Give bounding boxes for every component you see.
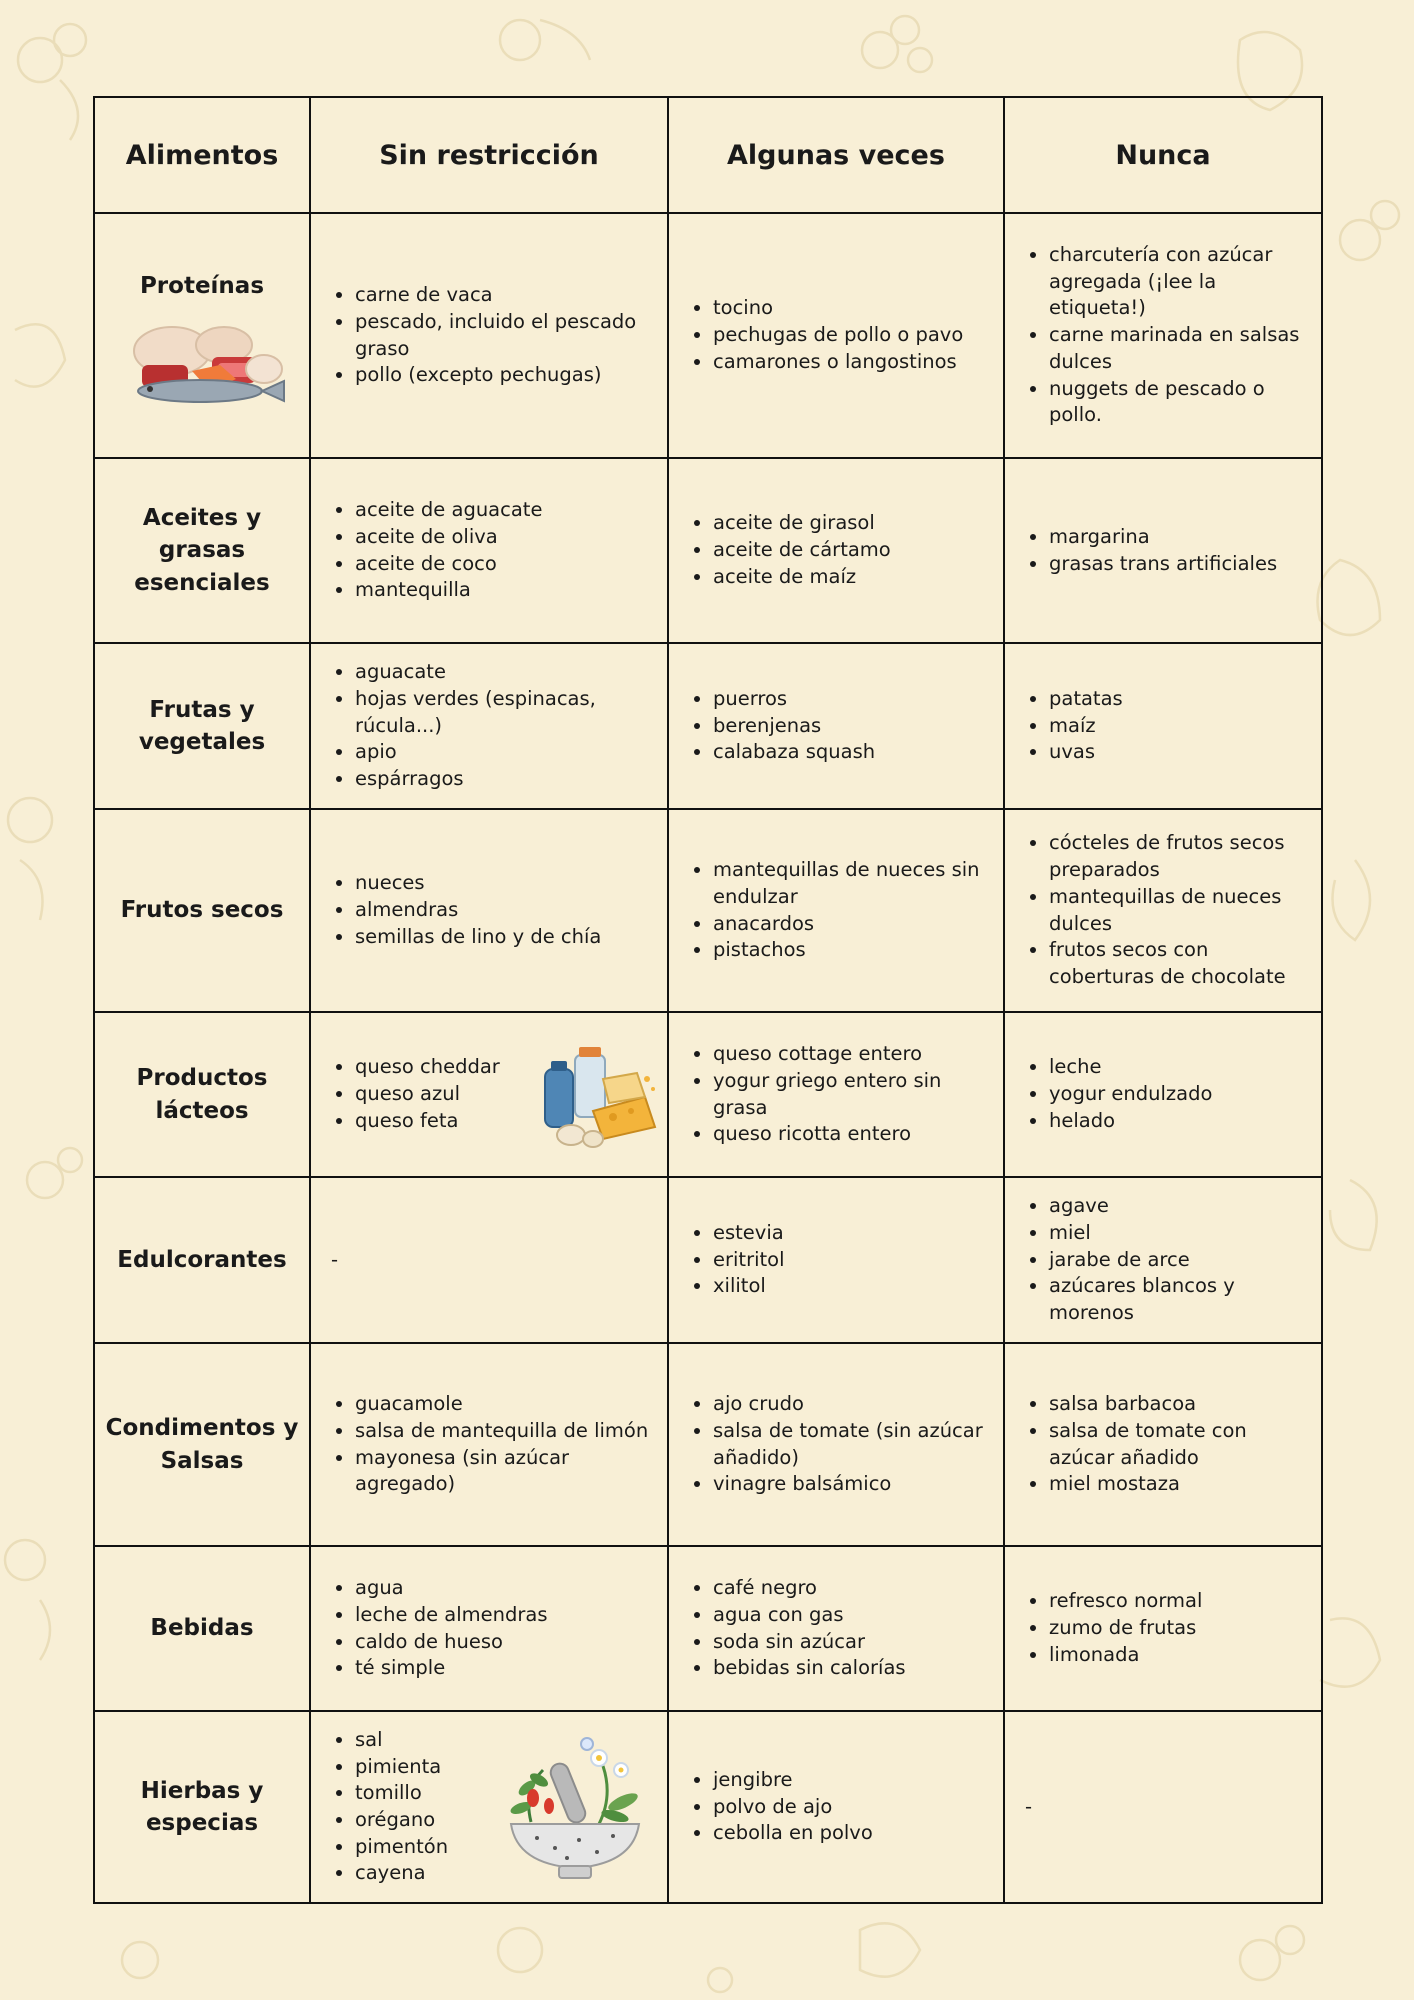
- nunca-cell: [1004, 458, 1322, 643]
- list-item: • salsa de tomate (sin azúcar añadido): [713, 1418, 989, 1471]
- algunas-veces-cell: [668, 1546, 1004, 1711]
- list-item: • vinagre balsámico: [713, 1471, 989, 1498]
- list-item: • anacardos: [713, 911, 989, 938]
- table-row: [94, 1177, 1322, 1343]
- category-label: Proteínas: [139, 273, 265, 300]
- category-cell: [94, 1546, 310, 1711]
- list-item: • cebolla en polvo: [713, 1820, 989, 1847]
- table-row: [94, 213, 1322, 458]
- nunca-cell: [1004, 809, 1322, 1012]
- item-list: [323, 1575, 653, 1682]
- item-list: [681, 1391, 989, 1498]
- item-list: [323, 1391, 653, 1498]
- list-item: • ajo crudo: [713, 1391, 989, 1418]
- table-row: [94, 1546, 1322, 1711]
- list-item: • bebidas sin calorías: [713, 1655, 989, 1682]
- item-list: [1017, 1193, 1307, 1327]
- nunca-cell: [1004, 1711, 1322, 1903]
- item-list: [323, 282, 653, 389]
- list-item: • aceite de girasol: [713, 510, 989, 537]
- list-item: • semillas de lino y de chía: [355, 924, 653, 951]
- list-item: • agua con gas: [713, 1602, 989, 1629]
- meat-fish-illustration: [112, 311, 292, 411]
- item-list: [323, 870, 653, 950]
- header-nunca: Nunca: [1004, 97, 1322, 213]
- list-item: • aceite de cártamo: [713, 537, 989, 564]
- list-item: • tomillo: [355, 1780, 653, 1807]
- list-item: • limonada: [1049, 1642, 1307, 1669]
- item-list: [1017, 830, 1307, 990]
- category-cell: [94, 1177, 310, 1343]
- list-item: • salsa barbacoa: [1049, 1391, 1307, 1418]
- category-label: Hierbas y especias: [140, 1777, 264, 1836]
- herbs-mortar-illustration: [493, 1736, 653, 1884]
- nunca-cell: [1004, 213, 1322, 458]
- item-list: [681, 1220, 989, 1300]
- table-row: [94, 643, 1322, 809]
- empty-dash: -: [331, 1247, 339, 1271]
- header-algunas-veces: Algunas veces: [668, 97, 1004, 213]
- list-item: • pimentón: [355, 1834, 653, 1861]
- item-list: [681, 510, 989, 590]
- item-list: [1017, 1588, 1307, 1668]
- list-item: • uvas: [1049, 739, 1307, 766]
- category-label: Bebidas: [150, 1615, 254, 1642]
- table-row: [94, 458, 1322, 643]
- list-item: • berenjenas: [713, 713, 989, 740]
- item-list: [1017, 524, 1307, 577]
- list-item: • hojas verdes (espinacas, rúcula...): [355, 686, 653, 739]
- table-row: [94, 809, 1322, 1012]
- category-label: Edulcorantes: [117, 1246, 287, 1273]
- category-label: Frutas y vegetales: [138, 696, 266, 755]
- nunca-cell: [1004, 1177, 1322, 1343]
- list-item: • pescado, incluido el pescado graso: [355, 309, 653, 362]
- algunas-veces-cell: [668, 643, 1004, 809]
- category-cell: [94, 1711, 310, 1903]
- sin-restriccion-cell: [310, 1546, 668, 1711]
- list-item: • azúcares blancos y morenos: [1049, 1273, 1307, 1326]
- item-list: [681, 857, 989, 964]
- list-item: • margarina: [1049, 524, 1307, 551]
- list-item: • guacamole: [355, 1391, 653, 1418]
- list-item: • refresco normal: [1049, 1588, 1307, 1615]
- sin-restriccion-cell: [310, 1177, 668, 1343]
- list-item: • tocino: [713, 295, 989, 322]
- category-label: Condimentos y Salsas: [105, 1415, 299, 1474]
- list-item: • zumo de frutas: [1049, 1615, 1307, 1642]
- list-item: • frutos secos con coberturas de chocolate: [1049, 937, 1307, 990]
- list-item: • pimienta: [355, 1754, 653, 1781]
- list-item: • agua: [355, 1575, 653, 1602]
- list-item: • carne marinada en salsas dulces: [1049, 322, 1307, 375]
- list-item: • aguacate: [355, 659, 653, 686]
- list-item: • queso ricotta entero: [713, 1121, 989, 1148]
- sin-restriccion-cell: [310, 1711, 668, 1903]
- list-item: • eritritol: [713, 1247, 989, 1274]
- empty-dash: -: [1025, 1794, 1033, 1818]
- list-item: • leche de almendras: [355, 1602, 653, 1629]
- algunas-veces-cell: [668, 809, 1004, 1012]
- category-label: Aceites y grasas esenciales: [134, 505, 270, 596]
- list-item: • pechugas de pollo o pavo: [713, 322, 989, 349]
- list-item: • nueces: [355, 870, 653, 897]
- list-item: • espárragos: [355, 766, 653, 793]
- list-item: • almendras: [355, 897, 653, 924]
- sin-restriccion-cell: [310, 213, 668, 458]
- list-item: • maíz: [1049, 713, 1307, 740]
- item-list: [1017, 1054, 1307, 1134]
- item-list: [1017, 242, 1307, 429]
- list-item: • apio: [355, 739, 653, 766]
- algunas-veces-cell: [668, 213, 1004, 458]
- item-list: [681, 686, 989, 766]
- sin-restriccion-cell: [310, 643, 668, 809]
- list-item: • yogur endulzado: [1049, 1081, 1307, 1108]
- list-item: • queso feta: [355, 1108, 653, 1135]
- table-row: [94, 1711, 1322, 1903]
- sin-restriccion-cell: [310, 809, 668, 1012]
- list-item: • sal: [355, 1727, 653, 1754]
- list-item: • café negro: [713, 1575, 989, 1602]
- category-cell: [94, 1012, 310, 1177]
- algunas-veces-cell: [668, 1012, 1004, 1177]
- list-item: • leche: [1049, 1054, 1307, 1081]
- list-item: • polvo de ajo: [713, 1794, 989, 1821]
- category-cell: [94, 643, 310, 809]
- list-item: • queso cottage entero: [713, 1041, 989, 1068]
- nunca-cell: [1004, 1012, 1322, 1177]
- list-item: • jarabe de arce: [1049, 1247, 1307, 1274]
- category-cell: [94, 809, 310, 1012]
- list-item: • pollo (excepto pechugas): [355, 362, 653, 389]
- food-table-wrapper: [93, 96, 1323, 1904]
- item-list: [1017, 686, 1307, 766]
- list-item: • grasas trans artificiales: [1049, 551, 1307, 578]
- list-item: • cayena: [355, 1860, 653, 1887]
- list-item: • soda sin azúcar: [713, 1629, 989, 1656]
- algunas-veces-cell: [668, 458, 1004, 643]
- list-item: • cócteles de frutos secos preparados: [1049, 830, 1307, 883]
- list-item: • aceite de oliva: [355, 524, 653, 551]
- nunca-cell: [1004, 643, 1322, 809]
- list-item: • mantequillas de nueces sin endulzar: [713, 857, 989, 910]
- category-cell: [94, 213, 310, 458]
- item-list: [681, 1767, 989, 1847]
- list-item: • mayonesa (sin azúcar agregado): [355, 1445, 653, 1498]
- nunca-cell: [1004, 1343, 1322, 1546]
- list-item: • puerros: [713, 686, 989, 713]
- list-item: • carne de vaca: [355, 282, 653, 309]
- header-row: [94, 97, 1322, 213]
- list-item: • aceite de maíz: [713, 564, 989, 591]
- food-guide-table: [93, 96, 1323, 1904]
- list-item: • agave: [1049, 1193, 1307, 1220]
- category-cell: [94, 1343, 310, 1546]
- list-item: • jengibre: [713, 1767, 989, 1794]
- category-label: Frutos secos: [120, 897, 284, 924]
- list-item: • té simple: [355, 1655, 653, 1682]
- list-item: • salsa de tomate con azúcar añadido: [1049, 1418, 1307, 1471]
- category-cell: [94, 458, 310, 643]
- list-item: • aceite de aguacate: [355, 497, 653, 524]
- list-item: • nuggets de pescado o pollo.: [1049, 376, 1307, 429]
- list-item: • patatas: [1049, 686, 1307, 713]
- table-row: [94, 1343, 1322, 1546]
- item-list: [681, 1041, 989, 1148]
- category-label: Productos lácteos: [136, 1065, 268, 1124]
- header-alimentos: Alimentos: [94, 97, 310, 213]
- list-item: • miel: [1049, 1220, 1307, 1247]
- list-item: • estevia: [713, 1220, 989, 1247]
- item-list: [681, 295, 989, 375]
- item-list: [323, 659, 653, 793]
- list-item: • aceite de coco: [355, 551, 653, 578]
- sin-restriccion-cell: [310, 1012, 668, 1177]
- list-item: • mantequilla: [355, 577, 653, 604]
- list-item: • calabaza squash: [713, 739, 989, 766]
- list-item: • queso cheddar: [355, 1054, 653, 1081]
- list-item: • mantequillas de nueces dulces: [1049, 884, 1307, 937]
- list-item: • camarones o langostinos: [713, 349, 989, 376]
- item-list: [1017, 1391, 1307, 1498]
- list-item: • xilitol: [713, 1273, 989, 1300]
- algunas-veces-cell: [668, 1343, 1004, 1546]
- list-item: • charcutería con azúcar agregada (¡lee la etiqueta!): [1049, 242, 1307, 322]
- dairy-illustration: [531, 1039, 663, 1151]
- list-item: • orégano: [355, 1807, 653, 1834]
- list-item: • queso azul: [355, 1081, 653, 1108]
- header-sin-restriccion: Sin restricción: [310, 97, 668, 213]
- list-item: • pistachos: [713, 937, 989, 964]
- item-list: [323, 497, 653, 604]
- item-list: [681, 1575, 989, 1682]
- table-row: [94, 1012, 1322, 1177]
- list-item: • caldo de hueso: [355, 1629, 653, 1656]
- algunas-veces-cell: [668, 1177, 1004, 1343]
- list-item: • miel mostaza: [1049, 1471, 1307, 1498]
- list-item: • salsa de mantequilla de limón: [355, 1418, 653, 1445]
- nunca-cell: [1004, 1546, 1322, 1711]
- algunas-veces-cell: [668, 1711, 1004, 1903]
- sin-restriccion-cell: [310, 458, 668, 643]
- list-item: • helado: [1049, 1108, 1307, 1135]
- list-item: • yogur griego entero sin grasa: [713, 1068, 989, 1121]
- sin-restriccion-cell: [310, 1343, 668, 1546]
